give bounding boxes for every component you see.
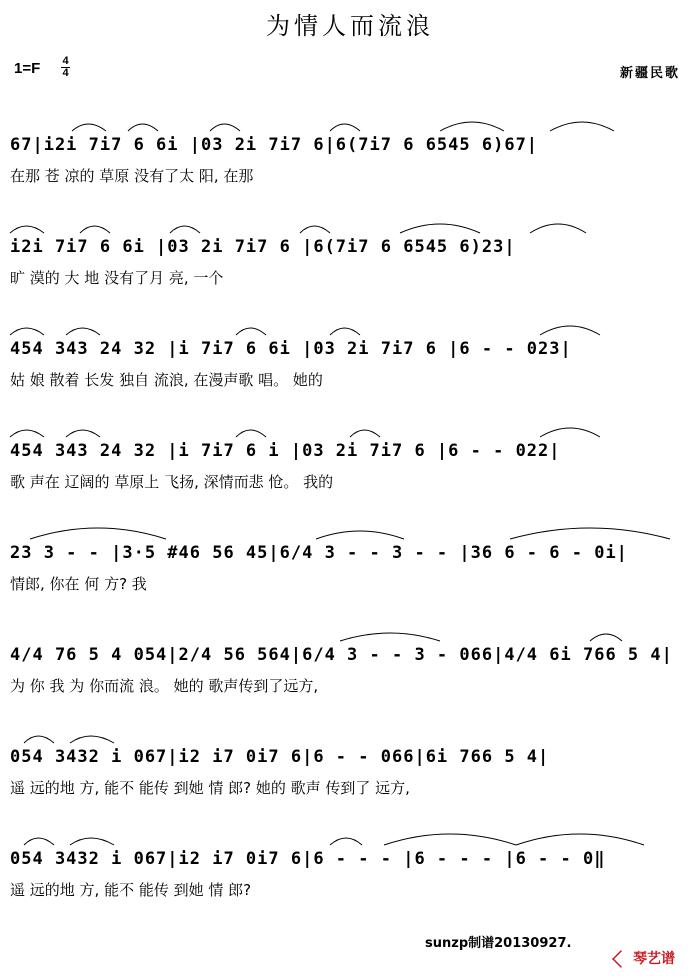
lyrics-line: 为 你 我 为 你而流 浪。 她的 歌声传到了远方, <box>10 677 319 695</box>
notes-line: 054 3432 i 067|i2 i7 0i7 6|6 - - 066|6i 766 5 4| <box>10 747 550 767</box>
score-system-7 <box>10 747 690 827</box>
notes-line: 4/4 76 5 4 054|2/4 56 564|6/4 3 - - 3 - 066|4/4 6i 766 5 4| <box>10 645 673 665</box>
notes-line: 23 3 - - |3·5 #46 56 45|6/4 3 - - 3 - - |36 6 - 6 - 0i| <box>10 543 628 563</box>
lyrics-line: 歌 声在 辽阔的 草原上 飞扬, 深情而悲 怆。 我的 <box>10 473 334 491</box>
score-system-3 <box>10 339 690 419</box>
lyrics-line: 情郎, 你在 何 方? 我 <box>10 575 147 593</box>
key-signature <box>14 55 69 79</box>
song-title: 为情人而流浪 <box>266 12 434 40</box>
lyrics-line: 在那 苍 凉的 草原 没有了太 阳, 在那 <box>10 167 254 185</box>
logo-icon <box>612 950 630 968</box>
lyrics-line: 旷 漠的 大 地 没有了月 亮, 一个 <box>10 269 224 287</box>
notes-line: 67|i2i 7i7 6 6i |03 2i 7i7 6|6(7i7 6 6545 6)67| <box>10 135 539 155</box>
key-label: 1=F <box>14 60 41 77</box>
score-system-4 <box>10 441 690 521</box>
notes-line: 454 343 24 32 |i 7i7 6 6i |03 2i 7i7 6 |6 - - 023| <box>10 339 572 359</box>
notes-line: i2i 7i7 6 6i |03 2i 7i7 6 |6(7i7 6 6545 6)23| <box>10 237 516 257</box>
lyrics-line: 姑 娘 散着 长发 独自 流浪, 在漫声歌 唱。 她的 <box>10 371 323 389</box>
time-signature <box>61 56 70 79</box>
score-system-6 <box>10 645 690 725</box>
lyrics-line: 遥 远的地 方, 能不 能传 到她 情 郎? 她的 歌声 传到了 远方, <box>10 779 410 797</box>
song-origin: 新疆民歌 <box>619 66 680 81</box>
transcriber-credit: sunzp制谱20130927. <box>425 936 572 951</box>
score-system-8 <box>10 849 690 929</box>
watermark-text: 琴艺谱 <box>633 951 675 967</box>
lyrics-line: 遥 远的地 方, 能不 能传 到她 情 郎? <box>10 881 252 899</box>
score-system-5 <box>10 543 690 623</box>
notes-line: 454 343 24 32 |i 7i7 6 i |03 2i 7i7 6 |6 - - 022| <box>10 441 561 461</box>
notes-line: 054 3432 i 067|i2 i7 0i7 6|6 - - - |6 - - - |6 - - 0‖ <box>10 849 606 869</box>
time-bottom: 4 <box>62 67 69 79</box>
score-system-2 <box>10 237 690 317</box>
watermark-logo <box>612 948 675 968</box>
score-system-1 <box>10 135 690 215</box>
time-top: 4 <box>62 55 69 67</box>
